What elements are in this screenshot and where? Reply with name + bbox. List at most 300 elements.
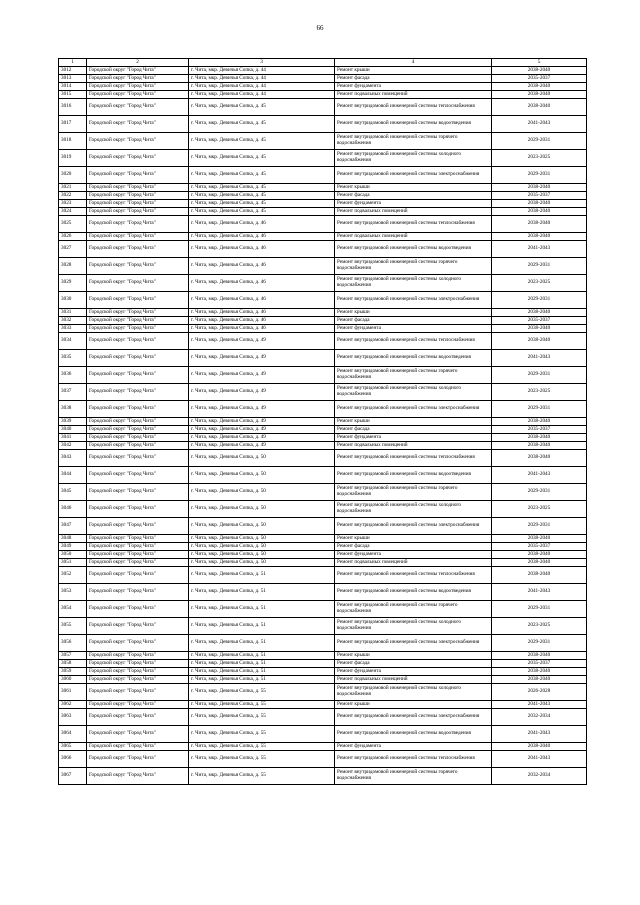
cell-municipality: Городской округ "Город Чита" <box>87 442 189 450</box>
cell-address: г. Чита, мкр. Девичья Сопка, д. 55 <box>189 751 335 768</box>
cell-period: 2029-2031 <box>492 367 587 384</box>
cell-municipality: Городской округ "Город Чита" <box>87 192 189 200</box>
cell-period: 2029-2031 <box>492 518 587 535</box>
column-header-3: 3 <box>189 59 335 67</box>
cell-municipality: Городской округ "Город Чита" <box>87 167 189 184</box>
cell-period: 2023-2025 <box>492 501 587 518</box>
cell-period: 2041-2043 <box>492 751 587 768</box>
cell-municipality: Городской округ "Город Чита" <box>87 660 189 668</box>
cell-period: 2038-2040 <box>492 676 587 684</box>
cell-municipality: Городской округ "Город Чита" <box>87 518 189 535</box>
cell-municipality: Городской округ "Город Чита" <box>87 426 189 434</box>
cell-work-type: Ремонт внутридомовой инженерной системы холодного водоснабжения <box>335 275 492 292</box>
cell-row-number: 3039 <box>59 418 87 426</box>
cell-address: г. Чита, мкр. Девичья Сопка, д. 45 <box>189 116 335 133</box>
cell-period: 2038-2040 <box>492 333 587 350</box>
cell-row-number: 3012 <box>59 67 87 75</box>
cell-municipality: Городской округ "Город Чита" <box>87 150 189 167</box>
cell-row-number: 3043 <box>59 450 87 467</box>
cell-period: 2038-2040 <box>492 184 587 192</box>
table-row <box>59 258 587 275</box>
cell-row-number: 3015 <box>59 91 87 99</box>
cell-period: 2023-2025 <box>492 275 587 292</box>
cell-municipality: Городской округ "Город Чита" <box>87 618 189 635</box>
cell-work-type: Ремонт внутридомовой инженерной системы водоотведения <box>335 726 492 743</box>
table-row <box>59 601 587 618</box>
cell-municipality: Городской округ "Город Чита" <box>87 601 189 618</box>
cell-period: 2029-2031 <box>492 167 587 184</box>
cell-municipality: Городской округ "Город Чита" <box>87 535 189 543</box>
cell-municipality: Городской округ "Город Чита" <box>87 751 189 768</box>
cell-row-number: 3027 <box>59 241 87 258</box>
cell-work-type: Ремонт фундамента <box>335 83 492 91</box>
cell-period: 2029-2031 <box>492 484 587 501</box>
cell-work-type: Ремонт внутридомовой инженерной системы холодного водоснабжения <box>335 684 492 701</box>
cell-address: г. Чита, мкр. Девичья Сопка, д. 51 <box>189 668 335 676</box>
cell-work-type: Ремонт крыши <box>335 652 492 660</box>
cell-work-type: Ремонт подвальных помещений <box>335 559 492 567</box>
table-row <box>59 150 587 167</box>
cell-period: 2038-2040 <box>492 442 587 450</box>
table-row <box>59 292 587 309</box>
cell-work-type: Ремонт внутридомовой инженерной системы горячего водоснабжения <box>335 601 492 618</box>
cell-municipality: Городской округ "Город Чита" <box>87 275 189 292</box>
cell-address: г. Чита, мкр. Девичья Сопка, д. 51 <box>189 584 335 601</box>
cell-address: г. Чита, мкр. Девичья Сопка, д. 50 <box>189 559 335 567</box>
cell-address: г. Чита, мкр. Девичья Сопка, д. 46 <box>189 292 335 309</box>
cell-row-number: 3020 <box>59 167 87 184</box>
cell-period: 2029-2031 <box>492 133 587 150</box>
cell-work-type: Ремонт крыши <box>335 309 492 317</box>
cell-work-type: Ремонт внутридомовой инженерной системы горячего водоснабжения <box>335 133 492 150</box>
cell-period: 2038-2040 <box>492 83 587 91</box>
cell-row-number: 3030 <box>59 292 87 309</box>
table-row <box>59 467 587 484</box>
cell-period: 2032-2034 <box>492 709 587 726</box>
cell-period: 2029-2031 <box>492 601 587 618</box>
cell-municipality: Городской округ "Город Чита" <box>87 418 189 426</box>
cell-work-type: Ремонт фасада <box>335 426 492 434</box>
cell-address: г. Чита, мкр. Девичья Сопка, д. 44 <box>189 91 335 99</box>
table-row <box>59 434 587 442</box>
table-row <box>59 743 587 751</box>
table-row <box>59 618 587 635</box>
cell-work-type: Ремонт внутридомовой инженерной системы горячего водоснабжения <box>335 484 492 501</box>
cell-municipality: Городской округ "Город Чита" <box>87 258 189 275</box>
cell-work-type: Ремонт внутридомовой инженерной системы теплоснабжения <box>335 751 492 768</box>
cell-municipality: Городской округ "Город Чита" <box>87 676 189 684</box>
cell-address: г. Чита, мкр. Девичья Сопка, д. 51 <box>189 676 335 684</box>
cell-address: г. Чита, мкр. Девичья Сопка, д. 50 <box>189 484 335 501</box>
cell-address: г. Чита, мкр. Девичья Сопка, д. 55 <box>189 726 335 743</box>
cell-period: 2038-2040 <box>492 434 587 442</box>
cell-address: г. Чита, мкр. Девичья Сопка, д. 50 <box>189 518 335 535</box>
table-row <box>59 200 587 208</box>
table-row <box>59 551 587 559</box>
cell-address: г. Чита, мкр. Девичья Сопка, д. 51 <box>189 660 335 668</box>
cell-work-type: Ремонт крыши <box>335 701 492 709</box>
cell-municipality: Городской округ "Город Чита" <box>87 367 189 384</box>
cell-municipality: Городской округ "Город Чита" <box>87 501 189 518</box>
cell-municipality: Городской округ "Город Чита" <box>87 384 189 401</box>
cell-row-number: 3016 <box>59 99 87 116</box>
cell-row-number: 3025 <box>59 216 87 233</box>
cell-period: 2038-2040 <box>492 668 587 676</box>
cell-municipality: Городской округ "Город Чита" <box>87 635 189 652</box>
cell-address: г. Чита, мкр. Девичья Сопка, д. 49 <box>189 350 335 367</box>
cell-municipality: Городской округ "Город Чита" <box>87 701 189 709</box>
cell-row-number: 3038 <box>59 401 87 418</box>
cell-municipality: Городской округ "Город Чита" <box>87 333 189 350</box>
cell-work-type: Ремонт подвальных помещений <box>335 233 492 241</box>
cell-work-type: Ремонт внутридомовой инженерной системы холодного водоснабжения <box>335 618 492 635</box>
page-number: 66 <box>316 24 324 32</box>
table-row <box>59 543 587 551</box>
cell-period: 2038-2040 <box>492 309 587 317</box>
cell-period: 2038-2040 <box>492 99 587 116</box>
cell-row-number: 3032 <box>59 317 87 325</box>
cell-municipality: Городской округ "Город Чита" <box>87 75 189 83</box>
table-row <box>59 401 587 418</box>
cell-period: 2041-2043 <box>492 350 587 367</box>
table-row <box>59 167 587 184</box>
cell-municipality: Городской округ "Город Чита" <box>87 233 189 241</box>
cell-work-type: Ремонт внутридомовой инженерной системы электроснабжения <box>335 709 492 726</box>
table-row <box>59 192 587 200</box>
cell-address: г. Чита, мкр. Девичья Сопка, д. 46 <box>189 258 335 275</box>
cell-period: 2029-2031 <box>492 292 587 309</box>
cell-work-type: Ремонт внутридомовой инженерной системы холодного водоснабжения <box>335 150 492 167</box>
cell-period: 2038-2040 <box>492 216 587 233</box>
cell-row-number: 3036 <box>59 367 87 384</box>
cell-row-number: 3052 <box>59 567 87 584</box>
column-header-2: 2 <box>87 59 189 67</box>
table-header-row <box>59 59 587 67</box>
cell-work-type: Ремонт крыши <box>335 418 492 426</box>
cell-row-number: 3056 <box>59 635 87 652</box>
cell-work-type: Ремонт внутридомовой инженерной системы теплоснабжения <box>335 333 492 350</box>
table-row <box>59 350 587 367</box>
cell-period: 2041-2043 <box>492 701 587 709</box>
cell-address: г. Чита, мкр. Девичья Сопка, д. 55 <box>189 768 335 785</box>
cell-address: г. Чита, мкр. Девичья Сопка, д. 44 <box>189 83 335 91</box>
cell-work-type: Ремонт фундамента <box>335 551 492 559</box>
cell-municipality: Городской округ "Город Чита" <box>87 200 189 208</box>
table-row <box>59 584 587 601</box>
cell-work-type: Ремонт фасада <box>335 317 492 325</box>
cell-row-number: 3062 <box>59 701 87 709</box>
cell-row-number: 3042 <box>59 442 87 450</box>
cell-work-type: Ремонт внутридомовой инженерной системы холодного водоснабжения <box>335 501 492 518</box>
cell-row-number: 3029 <box>59 275 87 292</box>
cell-row-number: 3033 <box>59 325 87 333</box>
table-row <box>59 635 587 652</box>
cell-row-number: 3034 <box>59 333 87 350</box>
table-row <box>59 660 587 668</box>
cell-municipality: Городской округ "Город Чита" <box>87 684 189 701</box>
cell-municipality: Городской округ "Город Чита" <box>87 116 189 133</box>
table-row <box>59 501 587 518</box>
table-row <box>59 652 587 660</box>
cell-row-number: 3059 <box>59 668 87 676</box>
cell-row-number: 3064 <box>59 726 87 743</box>
cell-municipality: Городской округ "Город Чита" <box>87 317 189 325</box>
cell-period: 2029-2031 <box>492 401 587 418</box>
cell-address: г. Чита, мкр. Девичья Сопка, д. 49 <box>189 401 335 418</box>
cell-work-type: Ремонт фундамента <box>335 668 492 676</box>
cell-address: г. Чита, мкр. Девичья Сопка, д. 45 <box>189 200 335 208</box>
table-row <box>59 418 587 426</box>
cell-address: г. Чита, мкр. Девичья Сопка, д. 45 <box>189 133 335 150</box>
cell-row-number: 3061 <box>59 684 87 701</box>
table-row <box>59 233 587 241</box>
cell-period: 2038-2040 <box>492 91 587 99</box>
cell-address: г. Чита, мкр. Девичья Сопка, д. 51 <box>189 618 335 635</box>
cell-row-number: 3066 <box>59 751 87 768</box>
cell-period: 2038-2040 <box>492 418 587 426</box>
cell-address: г. Чита, мкр. Девичья Сопка, д. 50 <box>189 450 335 467</box>
table-row <box>59 426 587 434</box>
cell-municipality: Городской округ "Город Чита" <box>87 309 189 317</box>
table-row <box>59 83 587 91</box>
cell-address: г. Чита, мкр. Девичья Сопка, д. 45 <box>189 208 335 216</box>
cell-row-number: 3017 <box>59 116 87 133</box>
cell-address: г. Чита, мкр. Девичья Сопка, д. 49 <box>189 367 335 384</box>
cell-work-type: Ремонт внутридомовой инженерной системы теплоснабжения <box>335 99 492 116</box>
cell-row-number: 3026 <box>59 233 87 241</box>
table-row <box>59 709 587 726</box>
table-row <box>59 67 587 75</box>
cell-row-number: 3028 <box>59 258 87 275</box>
table-row <box>59 701 587 709</box>
cell-work-type: Ремонт внутридомовой инженерной системы холодного водоснабжения <box>335 384 492 401</box>
cell-work-type: Ремонт внутридомовой инженерной системы водоотведения <box>335 350 492 367</box>
cell-work-type: Ремонт внутридомовой инженерной системы водоотведения <box>335 584 492 601</box>
cell-period: 2038-2040 <box>492 450 587 467</box>
table-row <box>59 317 587 325</box>
cell-row-number: 3013 <box>59 75 87 83</box>
table-row <box>59 99 587 116</box>
table-row <box>59 91 587 99</box>
cell-period: 2038-2040 <box>492 325 587 333</box>
column-header-4: 4 <box>335 59 492 67</box>
cell-address: г. Чита, мкр. Девичья Сопка, д. 45 <box>189 99 335 116</box>
cell-municipality: Городской округ "Город Чита" <box>87 652 189 660</box>
cell-municipality: Городской округ "Город Чита" <box>87 543 189 551</box>
cell-row-number: 3047 <box>59 518 87 535</box>
cell-address: г. Чита, мкр. Девичья Сопка, д. 50 <box>189 543 335 551</box>
cell-row-number: 3035 <box>59 350 87 367</box>
table-row <box>59 75 587 83</box>
cell-period: 2041-2043 <box>492 241 587 258</box>
cell-row-number: 3058 <box>59 660 87 668</box>
cell-row-number: 3050 <box>59 551 87 559</box>
cell-work-type: Ремонт внутридомовой инженерной системы теплоснабжения <box>335 567 492 584</box>
column-header-1: 1 <box>59 59 87 67</box>
cell-address: г. Чита, мкр. Девичья Сопка, д. 50 <box>189 535 335 543</box>
cell-address: г. Чита, мкр. Девичья Сопка, д. 46 <box>189 275 335 292</box>
cell-row-number: 3055 <box>59 618 87 635</box>
cell-work-type: Ремонт фундамента <box>335 325 492 333</box>
cell-address: г. Чита, мкр. Девичья Сопка, д. 50 <box>189 551 335 559</box>
repair-schedule-table <box>58 58 587 785</box>
cell-address: г. Чита, мкр. Девичья Сопка, д. 55 <box>189 743 335 751</box>
cell-period: 2029-2031 <box>492 258 587 275</box>
cell-row-number: 3021 <box>59 184 87 192</box>
cell-period: 2035-2037 <box>492 192 587 200</box>
cell-address: г. Чита, мкр. Девичья Сопка, д. 45 <box>189 192 335 200</box>
cell-municipality: Городской округ "Город Чита" <box>87 241 189 258</box>
cell-address: г. Чита, мкр. Девичья Сопка, д. 44 <box>189 67 335 75</box>
cell-period: 2041-2043 <box>492 726 587 743</box>
cell-municipality: Городской округ "Город Чита" <box>87 91 189 99</box>
cell-address: г. Чита, мкр. Девичья Сопка, д. 49 <box>189 442 335 450</box>
cell-municipality: Городской округ "Город Чита" <box>87 584 189 601</box>
cell-period: 2041-2043 <box>492 584 587 601</box>
cell-address: г. Чита, мкр. Девичья Сопка, д. 55 <box>189 684 335 701</box>
cell-period: 2041-2043 <box>492 467 587 484</box>
cell-address: г. Чита, мкр. Девичья Сопка, д. 50 <box>189 467 335 484</box>
cell-row-number: 3037 <box>59 384 87 401</box>
table-row <box>59 241 587 258</box>
cell-municipality: Городской округ "Город Чита" <box>87 325 189 333</box>
cell-row-number: 3049 <box>59 543 87 551</box>
cell-work-type: Ремонт фасада <box>335 543 492 551</box>
cell-row-number: 3045 <box>59 484 87 501</box>
cell-period: 2026-2028 <box>492 684 587 701</box>
cell-period: 2035-2037 <box>492 317 587 325</box>
table-row <box>59 184 587 192</box>
table-row <box>59 384 587 401</box>
cell-period: 2038-2040 <box>492 559 587 567</box>
table-row <box>59 333 587 350</box>
cell-row-number: 3067 <box>59 768 87 785</box>
table-body <box>59 67 587 785</box>
cell-row-number: 3063 <box>59 709 87 726</box>
cell-address: г. Чита, мкр. Девичья Сопка, д. 51 <box>189 601 335 618</box>
cell-work-type: Ремонт фасада <box>335 660 492 668</box>
cell-municipality: Городской округ "Город Чита" <box>87 450 189 467</box>
table-row <box>59 535 587 543</box>
cell-address: г. Чита, мкр. Девичья Сопка, д. 51 <box>189 652 335 660</box>
cell-period: 2038-2040 <box>492 743 587 751</box>
cell-period: 2023-2025 <box>492 150 587 167</box>
table-row <box>59 309 587 317</box>
table-row <box>59 726 587 743</box>
cell-municipality: Городской округ "Город Чита" <box>87 668 189 676</box>
cell-period: 2029-2031 <box>492 635 587 652</box>
cell-address: г. Чита, мкр. Девичья Сопка, д. 49 <box>189 384 335 401</box>
cell-address: г. Чита, мкр. Девичья Сопка, д. 51 <box>189 567 335 584</box>
cell-period: 2038-2040 <box>492 233 587 241</box>
cell-work-type: Ремонт внутридомовой инженерной системы водоотведения <box>335 467 492 484</box>
cell-row-number: 3054 <box>59 601 87 618</box>
cell-work-type: Ремонт фундамента <box>335 200 492 208</box>
cell-address: г. Чита, мкр. Девичья Сопка, д. 51 <box>189 635 335 652</box>
cell-row-number: 3019 <box>59 150 87 167</box>
cell-work-type: Ремонт крыши <box>335 184 492 192</box>
table-row <box>59 751 587 768</box>
cell-work-type: Ремонт подвальных помещений <box>335 676 492 684</box>
cell-row-number: 3023 <box>59 200 87 208</box>
table-row <box>59 275 587 292</box>
cell-municipality: Городской округ "Город Чита" <box>87 184 189 192</box>
cell-address: г. Чита, мкр. Девичья Сопка, д. 49 <box>189 434 335 442</box>
table-row <box>59 133 587 150</box>
cell-row-number: 3041 <box>59 434 87 442</box>
cell-municipality: Городской округ "Город Чита" <box>87 350 189 367</box>
cell-period: 2023-2025 <box>492 384 587 401</box>
cell-address: г. Чита, мкр. Девичья Сопка, д. 44 <box>189 75 335 83</box>
cell-address: г. Чита, мкр. Девичья Сопка, д. 45 <box>189 184 335 192</box>
cell-municipality: Городской округ "Город Чита" <box>87 67 189 75</box>
cell-work-type: Ремонт внутридомовой инженерной системы горячего водоснабжения <box>335 367 492 384</box>
cell-period: 2038-2040 <box>492 208 587 216</box>
cell-address: г. Чита, мкр. Девичья Сопка, д. 49 <box>189 333 335 350</box>
cell-address: г. Чита, мкр. Девичья Сопка, д. 46 <box>189 233 335 241</box>
cell-period: 2035-2037 <box>492 543 587 551</box>
cell-work-type: Ремонт внутридомовой инженерной системы горячего водоснабжения <box>335 258 492 275</box>
cell-row-number: 3044 <box>59 467 87 484</box>
cell-period: 2038-2040 <box>492 67 587 75</box>
cell-period: 2041-2043 <box>492 116 587 133</box>
cell-period: 2038-2040 <box>492 535 587 543</box>
cell-row-number: 3014 <box>59 83 87 91</box>
cell-address: г. Чита, мкр. Девичья Сопка, д. 46 <box>189 325 335 333</box>
cell-row-number: 3053 <box>59 584 87 601</box>
cell-municipality: Городской округ "Город Чита" <box>87 401 189 418</box>
cell-address: г. Чита, мкр. Девичья Сопка, д. 55 <box>189 701 335 709</box>
table-row <box>59 668 587 676</box>
cell-municipality: Городской округ "Город Чита" <box>87 484 189 501</box>
cell-period: 2038-2040 <box>492 652 587 660</box>
cell-address: г. Чита, мкр. Девичья Сопка, д. 46 <box>189 241 335 258</box>
cell-municipality: Городской округ "Город Чита" <box>87 551 189 559</box>
table-row <box>59 676 587 684</box>
cell-work-type: Ремонт фундамента <box>335 743 492 751</box>
cell-municipality: Городской округ "Город Чита" <box>87 434 189 442</box>
cell-work-type: Ремонт внутридомовой инженерной системы электроснабжения <box>335 401 492 418</box>
cell-work-type: Ремонт крыши <box>335 535 492 543</box>
cell-municipality: Городской округ "Город Чита" <box>87 567 189 584</box>
table-row <box>59 450 587 467</box>
cell-work-type: Ремонт внутридомовой инженерной системы электроснабжения <box>335 292 492 309</box>
table-row <box>59 518 587 535</box>
cell-work-type: Ремонт внутридомовой инженерной системы электроснабжения <box>335 518 492 535</box>
cell-row-number: 3057 <box>59 652 87 660</box>
cell-work-type: Ремонт внутридомовой инженерной системы теплоснабжения <box>335 216 492 233</box>
cell-work-type: Ремонт фундамента <box>335 434 492 442</box>
cell-period: 2035-2037 <box>492 75 587 83</box>
cell-work-type: Ремонт внутридомовой инженерной системы теплоснабжения <box>335 450 492 467</box>
cell-period: 2035-2037 <box>492 426 587 434</box>
cell-address: г. Чита, мкр. Девичья Сопка, д. 45 <box>189 167 335 184</box>
table-row <box>59 559 587 567</box>
cell-period: 2035-2037 <box>492 660 587 668</box>
cell-row-number: 3051 <box>59 559 87 567</box>
cell-period: 2038-2040 <box>492 200 587 208</box>
cell-municipality: Городской округ "Город Чита" <box>87 726 189 743</box>
cell-work-type: Ремонт внутридомовой инженерной системы электроснабжения <box>335 635 492 652</box>
cell-municipality: Городской округ "Город Чита" <box>87 292 189 309</box>
table-row <box>59 484 587 501</box>
cell-municipality: Городской округ "Город Чита" <box>87 208 189 216</box>
cell-work-type: Ремонт подвальных помещений <box>335 442 492 450</box>
cell-period: 2023-2025 <box>492 618 587 635</box>
table-row <box>59 216 587 233</box>
table-row <box>59 442 587 450</box>
cell-work-type: Ремонт внутридомовой инженерной системы водоотведения <box>335 241 492 258</box>
